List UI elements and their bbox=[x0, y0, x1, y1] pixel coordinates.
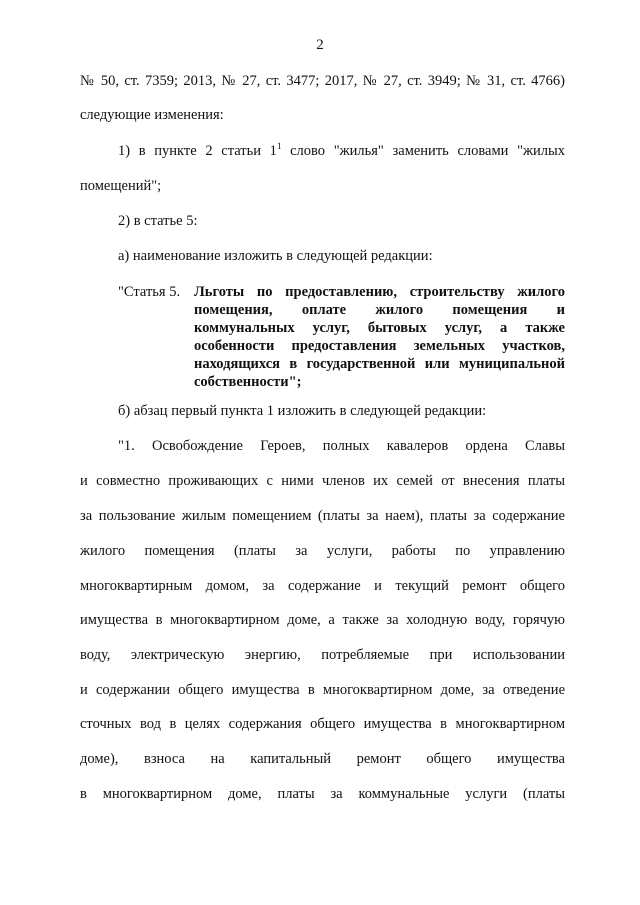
text-line: б) абзац первый пункта 1 изложить в следующей редакции: bbox=[118, 403, 487, 419]
heading-line: находящихся в государственной или муниципальной bbox=[194, 356, 565, 372]
text-line: за пользование жилым помещением (платы за наем), платы за содержание bbox=[80, 508, 565, 524]
text-fragment: слово "жилья" заменить словами "жилых bbox=[281, 143, 565, 159]
text-line: воду, электрическую энергию, потребляемые при использовании bbox=[80, 647, 565, 663]
text-line: 2) в статье 5: bbox=[118, 213, 198, 229]
text-line: и совместно проживающих с ними членов их семей от внесения платы bbox=[80, 473, 565, 489]
heading-line: собственности"; bbox=[194, 374, 302, 390]
text-line: сточных вод в целях содержания общего имущества в многоквартирном bbox=[80, 716, 565, 732]
text-line: а) наименование изложить в следующей редакции: bbox=[118, 248, 433, 264]
page-number: 2 bbox=[316, 37, 324, 53]
article-heading-label: "Статья 5. bbox=[118, 284, 181, 300]
heading-line: особенности предоставления земельных участков, bbox=[194, 338, 565, 354]
text-fragment: 1) в пункте 2 статьи 1 bbox=[118, 143, 277, 159]
superscript: 1 bbox=[276, 141, 282, 152]
heading-line: Льготы по предоставлению, строительству жилого bbox=[194, 284, 565, 300]
heading-line: коммунальных услуг, бытовых услуг, а также bbox=[194, 320, 565, 336]
text-line: жилого помещения (платы за услуги, работы по управлению bbox=[80, 543, 565, 559]
text-line: следующие изменения: bbox=[80, 107, 224, 123]
article-heading bbox=[194, 283, 565, 391]
text-line: доме), взноса на капитальный ремонт общего имущества bbox=[80, 751, 565, 767]
text-line: № 50, ст. 7359; 2013, № 27, ст. 3477; 2017, № 27, ст. 3949; № 31, ст. 4766) bbox=[80, 73, 565, 89]
text-line: помещений"; bbox=[80, 178, 162, 194]
text-line: имущества в многоквартирном доме, а также за холодную воду, горячую bbox=[80, 612, 565, 628]
text-line: "1. Освобождение Героев, полных кавалеров ордена Славы bbox=[118, 438, 565, 454]
text-line: многоквартирным домом, за содержание и текущий ремонт общего bbox=[80, 578, 565, 594]
text-line: и содержании общего имущества в многоквартирном доме, за отведение bbox=[80, 682, 565, 698]
text-line bbox=[118, 142, 565, 160]
heading-line: помещения, оплате жилого помещения и bbox=[194, 302, 565, 318]
text-line: в многоквартирном доме, платы за коммунальные услуги (платы bbox=[80, 786, 565, 802]
